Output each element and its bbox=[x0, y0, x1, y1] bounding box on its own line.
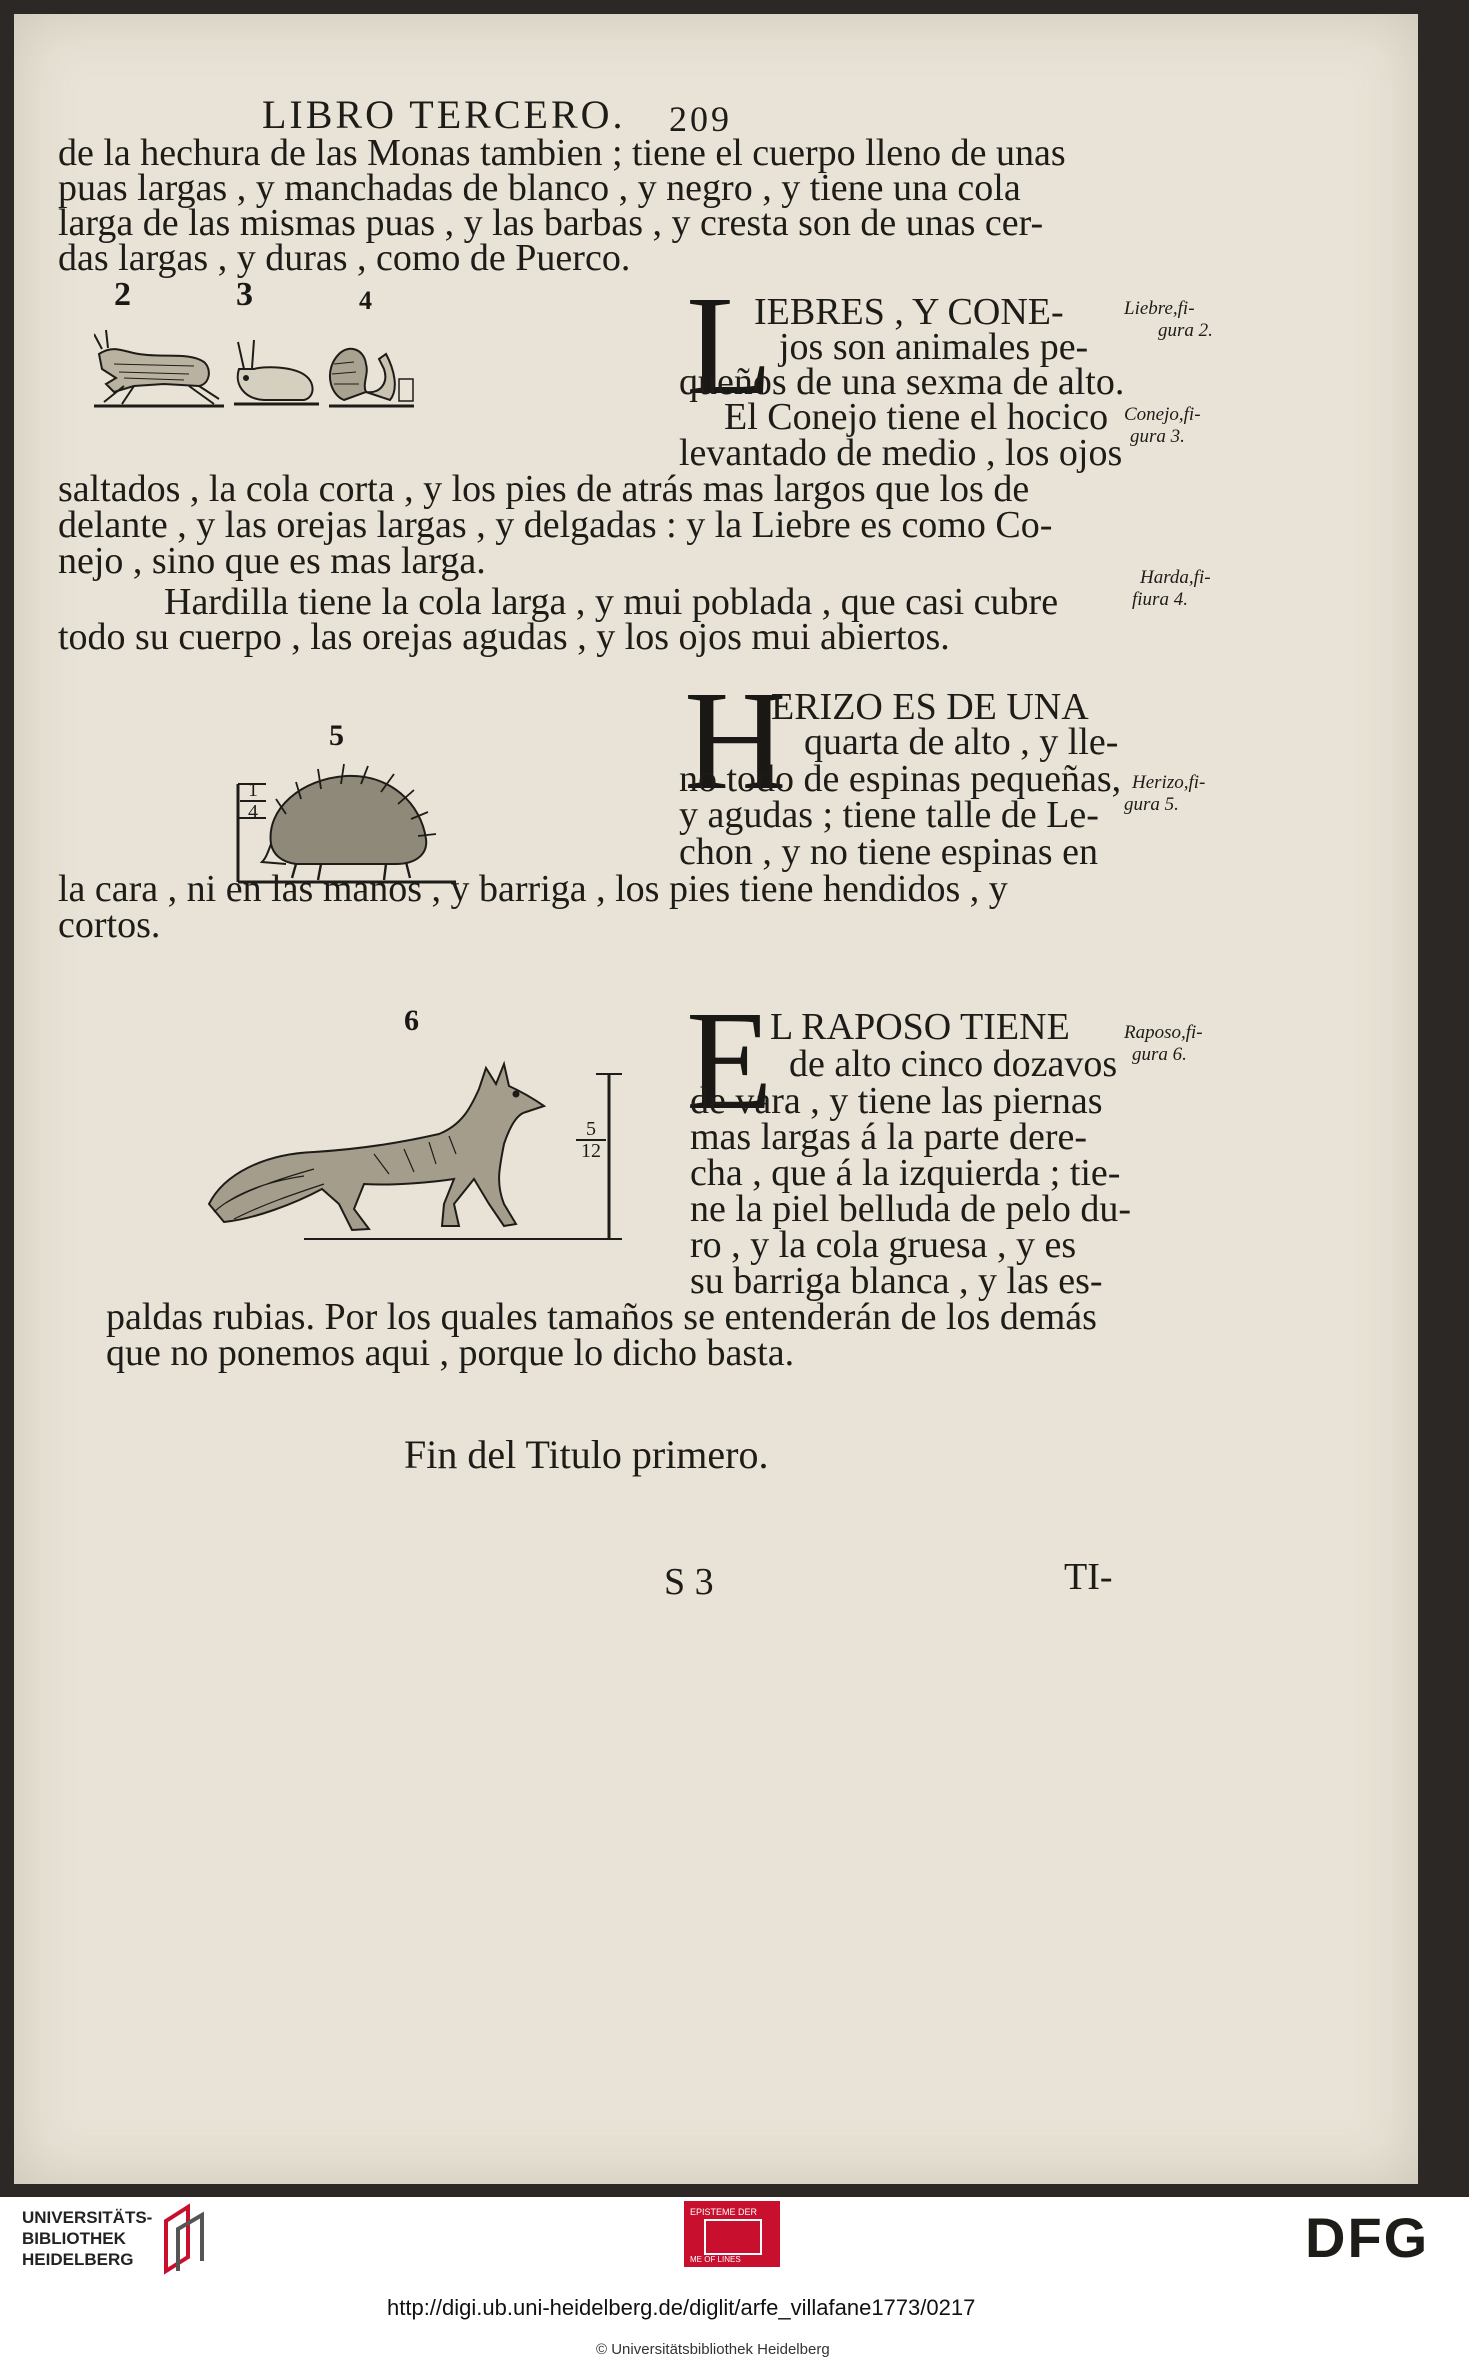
scale-fraction: 1 4 bbox=[240, 780, 266, 822]
text-line: delante , y las orejas largas , y delgadas : y la Liebre es como Co- bbox=[58, 504, 1053, 546]
text-line: de alto cinco dozavos bbox=[789, 1043, 1118, 1085]
drop-cap: L bbox=[686, 266, 773, 424]
text-line: chon , y no tiene espinas en bbox=[679, 831, 1098, 873]
text-line: das largas , y duras , como de Puerco. bbox=[58, 237, 631, 279]
text-line: nejo , sino que es mas larga. bbox=[58, 540, 486, 582]
figure-number: 6 bbox=[404, 1004, 419, 1037]
text-line: ro , y la cola gruesa , y es bbox=[690, 1224, 1077, 1266]
library-name: UNIVERSITÄTS- BIBLIOTHEK HEIDELBERG bbox=[22, 2208, 153, 2269]
center-logo[interactable]: EPISTEME DER ME OF LINES bbox=[684, 2201, 780, 2267]
margin-note: Raposo,fi- gura 6. bbox=[1124, 1022, 1203, 1065]
text-line: todo su cuerpo , las orejas agudas , y los ojos mui abiertos. bbox=[58, 616, 950, 658]
margin-note: Herizo,fi- gura 5. bbox=[1124, 772, 1206, 815]
figure-number: 3 bbox=[236, 276, 253, 313]
signature-mark: S 3 bbox=[664, 1561, 714, 1603]
text-line: de vara , y tiene las piernas bbox=[690, 1080, 1103, 1122]
text-line: la cara , ni en las manos , y barriga , los pies tiene hendidos , y bbox=[58, 868, 1008, 910]
text-line: larga de las mismas puas , y las barbas , y cresta son de unas cer- bbox=[58, 202, 1044, 244]
dfg-logo[interactable]: DFG bbox=[1305, 2206, 1430, 2269]
page-number: 209 bbox=[669, 99, 732, 139]
text-line: y agudas ; tiene talle de Le- bbox=[679, 794, 1099, 836]
hare-rabbit-squirrel-woodcut bbox=[94, 314, 424, 414]
figure-number: 4 bbox=[359, 286, 372, 315]
text-line: levantado de medio , los ojos bbox=[679, 432, 1123, 474]
text-line: no todo de espinas pequeñas, bbox=[679, 758, 1122, 800]
running-head: LIBRO TERCERO. bbox=[262, 92, 626, 137]
catchword: TI- bbox=[1064, 1556, 1113, 1598]
text-line: mas largas á la parte dere- bbox=[690, 1116, 1088, 1158]
margin-note: Conejo,fi- gura 3. bbox=[1124, 404, 1201, 447]
text-line: de la hechura de las Monas tambien ; tiene el cuerpo lleno de unas bbox=[58, 132, 1066, 174]
text-line: saltados , la cola corta , y los pies de atrás mas largos que los de bbox=[58, 468, 1030, 510]
text-line: que no ponemos aqui , porque lo dicho basta. bbox=[106, 1332, 795, 1374]
text-line: queños de una sexma de alto. bbox=[679, 361, 1125, 403]
text-line: paldas rubias. Por los quales tamaños se entenderán de los demás bbox=[106, 1296, 1097, 1338]
text-line: L RAPOSO TIENE bbox=[770, 1006, 1070, 1048]
text-line: IEBRES , Y CONE- bbox=[754, 291, 1064, 333]
text-line: puas largas , y manchadas de blanco , y negro , y tiene una cola bbox=[58, 167, 1021, 209]
drop-cap: H bbox=[684, 661, 787, 819]
scale-fraction: 5 12 bbox=[576, 1119, 606, 1161]
text-line: jos son animales pe- bbox=[779, 326, 1089, 368]
viewer-footer bbox=[0, 2197, 1469, 2375]
drop-cap: E bbox=[686, 981, 773, 1139]
figure-number: 2 bbox=[114, 276, 131, 313]
book-page bbox=[14, 14, 1418, 2184]
text-line: ne la piel belluda de pelo du- bbox=[690, 1188, 1132, 1230]
text-line: quarta de alto , y lle- bbox=[804, 721, 1119, 763]
text-line: Hardilla tiene la cola larga , y mui poblada , que casi cubre bbox=[164, 581, 1059, 623]
library-logo-icon[interactable] bbox=[160, 2201, 210, 2275]
permalink[interactable]: http://digi.ub.uni-heidelberg.de/diglit/arfe_villafane1773/0217 bbox=[387, 2295, 976, 2320]
text-line: ERIZO ES DE UNA bbox=[771, 686, 1089, 728]
text-line: El Conejo tiene el hocico bbox=[724, 396, 1109, 438]
text-line: cortos. bbox=[58, 904, 161, 946]
margin-note: Harda,fi- fiura 4. bbox=[1132, 567, 1211, 610]
figure-number: 5 bbox=[329, 719, 344, 752]
text-line: su barriga blanca , y las es- bbox=[690, 1260, 1103, 1302]
closing-line: Fin del Titulo primero. bbox=[404, 1432, 769, 1477]
copyright: © Universitätsbibliothek Heidelberg bbox=[596, 2341, 830, 2358]
margin-note: Liebre,fi- gura 2. bbox=[1124, 298, 1213, 341]
text-line: cha , que á la izquierda ; tie- bbox=[690, 1152, 1121, 1194]
